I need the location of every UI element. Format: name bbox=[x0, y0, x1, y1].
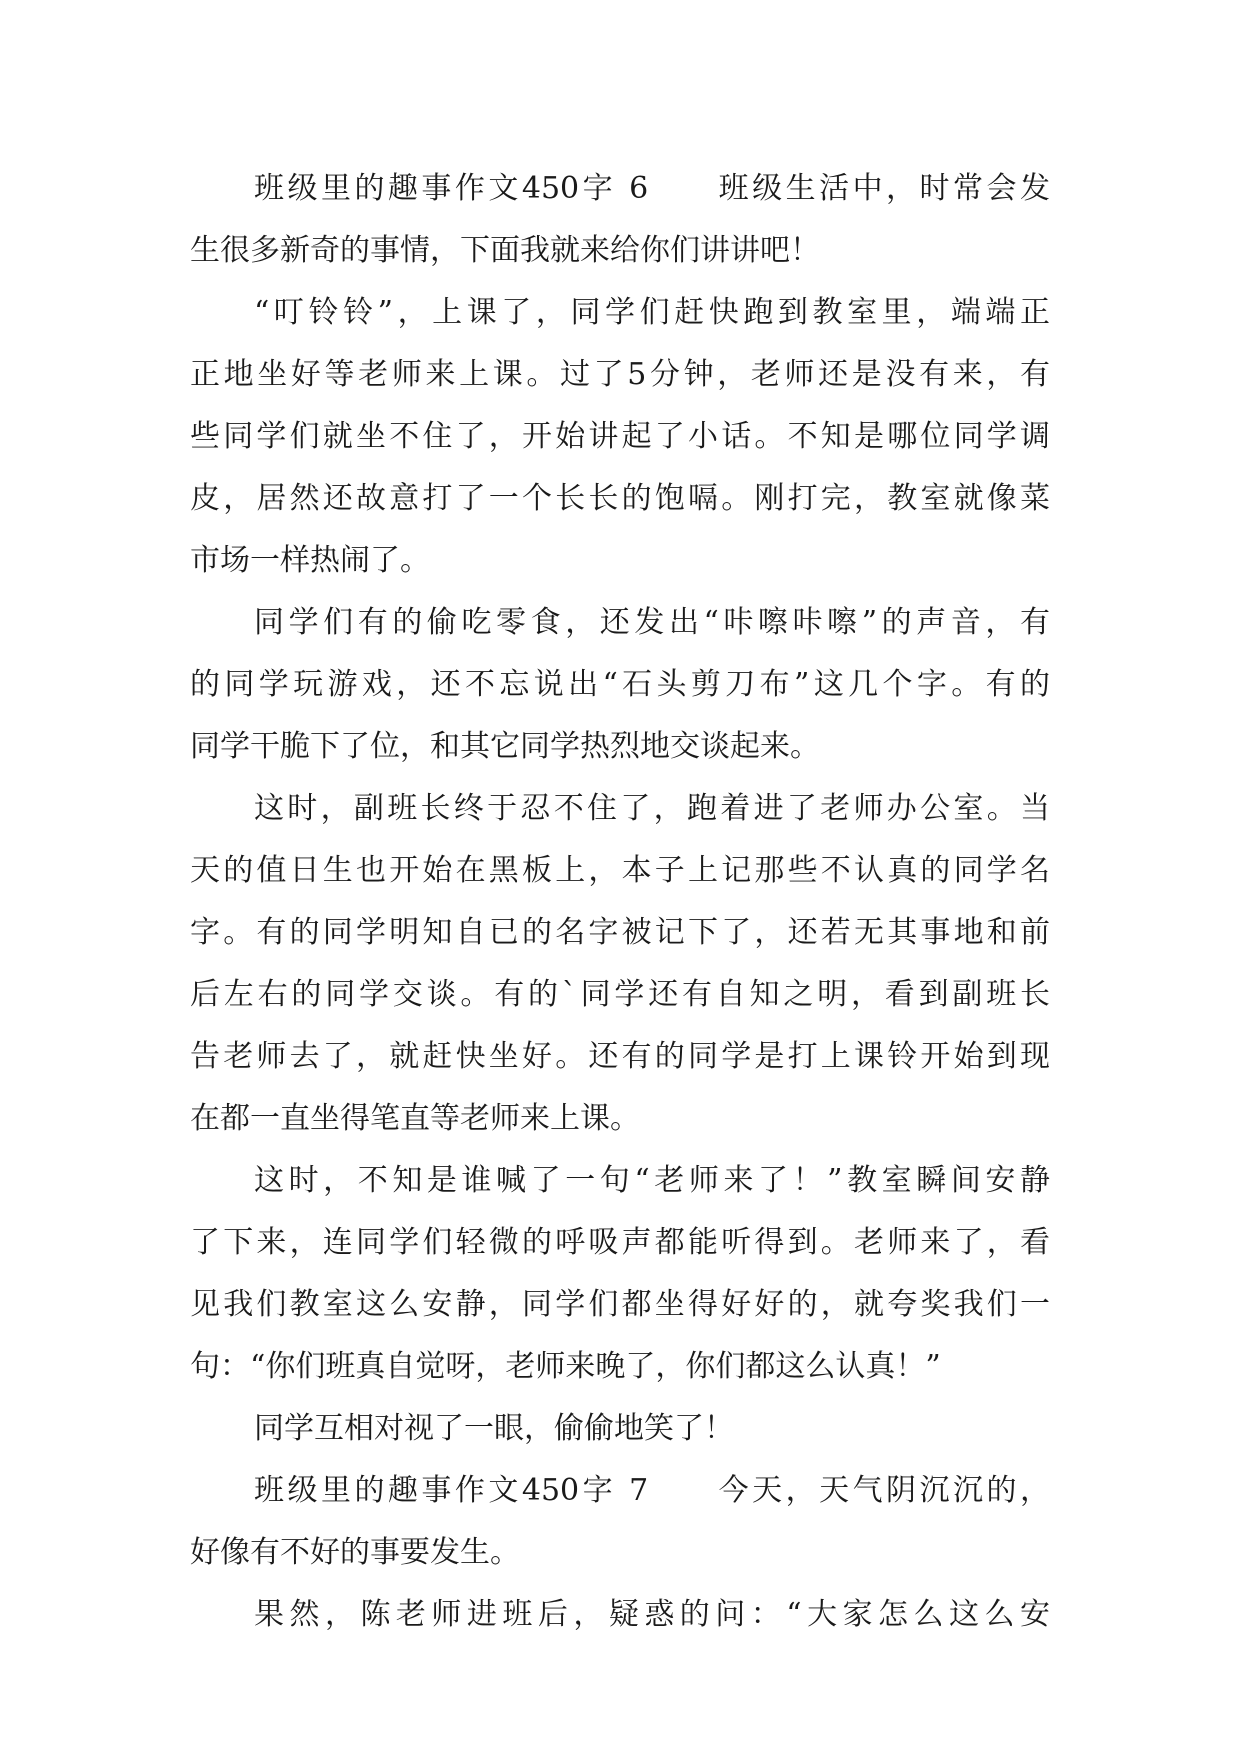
text-line: 同学干脆下了位，和其它同学热烈地交谈起来。 bbox=[190, 729, 820, 764]
text-line: 班级里的趣事作文450字 6 班级生活中，时常会发 bbox=[254, 171, 1050, 206]
text-line: 市场一样热闹了。 bbox=[190, 543, 430, 578]
text-line: 告老师去了，就赶快坐好。还有的同学是打上课铃开始到现 bbox=[190, 1039, 1050, 1074]
text-line: 见我们教室这么安静，同学们都坐得好好的，就夸奖我们一 bbox=[190, 1287, 1050, 1322]
text-line: 果然，陈老师进班后，疑惑的问：“大家怎么这么安 bbox=[254, 1597, 1050, 1632]
text-line: 这时，不知是谁喊了一句“老师来了！”教室瞬间安静 bbox=[254, 1163, 1050, 1198]
text-line: 好像有不好的事要发生。 bbox=[190, 1535, 520, 1570]
text-line: 句：“你们班真自觉呀，老师来晚了，你们都这么认真！” bbox=[190, 1349, 941, 1384]
text-line: 字。有的同学明知自已的名字被记下了，还若无其事地和前 bbox=[190, 915, 1050, 950]
text-line: 同学互相对视了一眼，偷偷地笑了！ bbox=[254, 1411, 734, 1446]
text-line: 这时，副班长终于忍不住了，跑着进了老师办公室。当 bbox=[254, 791, 1050, 826]
text-line: 的同学玩游戏，还不忘说出“石头剪刀布”这几个字。有的 bbox=[190, 667, 1050, 702]
text-line: 正地坐好等老师来上课。过了5分钟，老师还是没有来，有 bbox=[190, 357, 1050, 392]
text-line: 天的值日生也开始在黑板上，本子上记那些不认真的同学名 bbox=[190, 853, 1050, 888]
text-line: 些同学们就坐不住了，开始讲起了小话。不知是哪位同学调 bbox=[190, 419, 1050, 454]
text-line: 在都一直坐得笔直等老师来上课。 bbox=[190, 1101, 640, 1136]
text-line: 班级里的趣事作文450字 7 今天，天气阴沉沉的， bbox=[254, 1473, 1050, 1508]
text-line: 皮，居然还故意打了一个长长的饱嗝。刚打完，教室就像菜 bbox=[190, 481, 1050, 516]
text-line: 同学们有的偷吃零食，还发出“咔嚓咔嚓”的声音，有 bbox=[254, 605, 1050, 640]
text-line: “叮铃铃”，上课了，同学们赶快跑到教室里，端端正 bbox=[254, 295, 1050, 330]
text-line: 了下来，连同学们轻微的呼吸声都能听得到。老师来了，看 bbox=[190, 1225, 1050, 1260]
text-line: 生很多新奇的事情，下面我就来给你们讲讲吧！ bbox=[190, 233, 820, 268]
document-page bbox=[190, 158, 1050, 1646]
text-line: 后左右的同学交谈。有的`同学还有自知之明，看到副班长 bbox=[190, 977, 1050, 1012]
